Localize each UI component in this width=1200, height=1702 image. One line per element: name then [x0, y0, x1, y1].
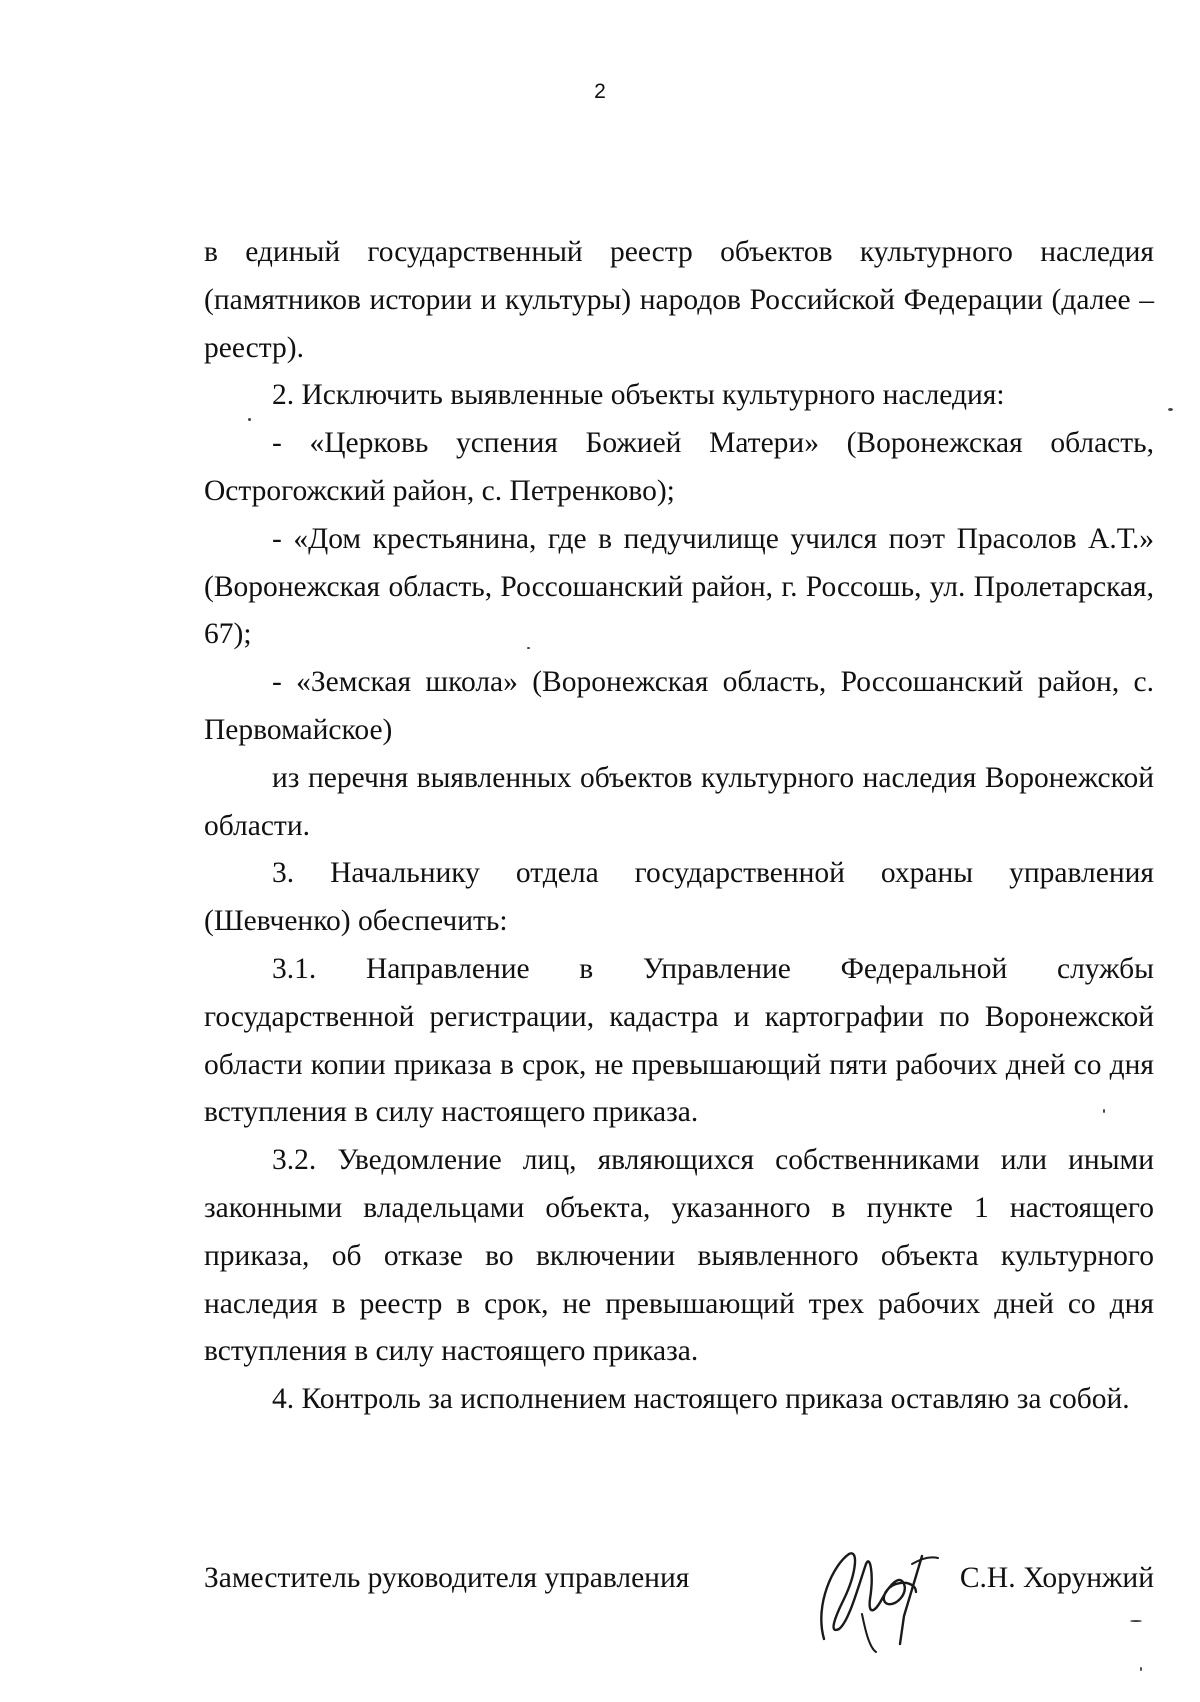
scan-speck — [1130, 1620, 1142, 1622]
handwritten-signature — [804, 1544, 954, 1654]
paragraph-item-2: 2. Исключить выявленные объекты культурного наследия: — [272, 379, 1005, 412]
paragraph-item-4: 4. Контроль за исполнением настоящего приказа оставляю за собой. — [272, 1383, 1130, 1416]
paragraph-item-3-1: 3.1. Направление в Управление Федеральной службы государственной регистрации, кадастра и картографии по Воронежской области копии приказа в срок, не превышающий пяти рабочих дней со дня вступления в силу настоящего приказа. — [204, 952, 1154, 1129]
scan-speck — [527, 647, 530, 649]
scan-speck — [248, 418, 251, 421]
paragraph-from-list: из перечня выявленных объектов культурного наследия Воронежской области. — [204, 761, 1154, 842]
scan-speck — [1140, 1667, 1142, 1671]
list-item-peasant-house: - «Дом крестьянина, где в педучилище учился поэт Прасолов А.Т.» (Воронежская область, Россошанский район, г. Россошь, ул. Пролетарская, 67); — [204, 522, 1154, 651]
paragraph-item-3: 3. Начальнику отдела государственной охраны управления (Шевченко) обеспечить: — [204, 857, 1154, 938]
paragraph-continuation: в единый государственный реестр объектов культурного наследия (памятников истории и культуры) народов Российской Федерации (далее – реестр). — [204, 236, 1154, 364]
signer-title: Заместитель руководителя управления — [204, 1562, 690, 1594]
scan-speck — [1103, 1109, 1105, 1113]
list-item-church: - «Церковь успения Божией Матери» (Воронежская область, Острогожский район, с. Петренково); — [204, 427, 1154, 507]
paragraph-item-3-2: 3.2. Уведомление лиц, являющихся собственниками или иными законными владельцами объекта, указанного в пункте 1 настоящего приказа, об отказе во включении выявленного объекта культурного наследия в реестр в срок, не превышающий трех рабочих дней со дня вступления в силу настоящего приказа. — [204, 1144, 1154, 1368]
signature-block — [204, 1544, 1154, 1664]
signer-name: С.Н. Хорунжий — [959, 1562, 1154, 1594]
document-body — [204, 229, 1154, 1424]
list-item-zemstvo-school: - «Земская школа» (Воронежская область, Россошанский район, с. Первомайское) — [204, 666, 1154, 746]
scan-speck — [1168, 408, 1173, 411]
page-number: 2 — [594, 80, 606, 103]
